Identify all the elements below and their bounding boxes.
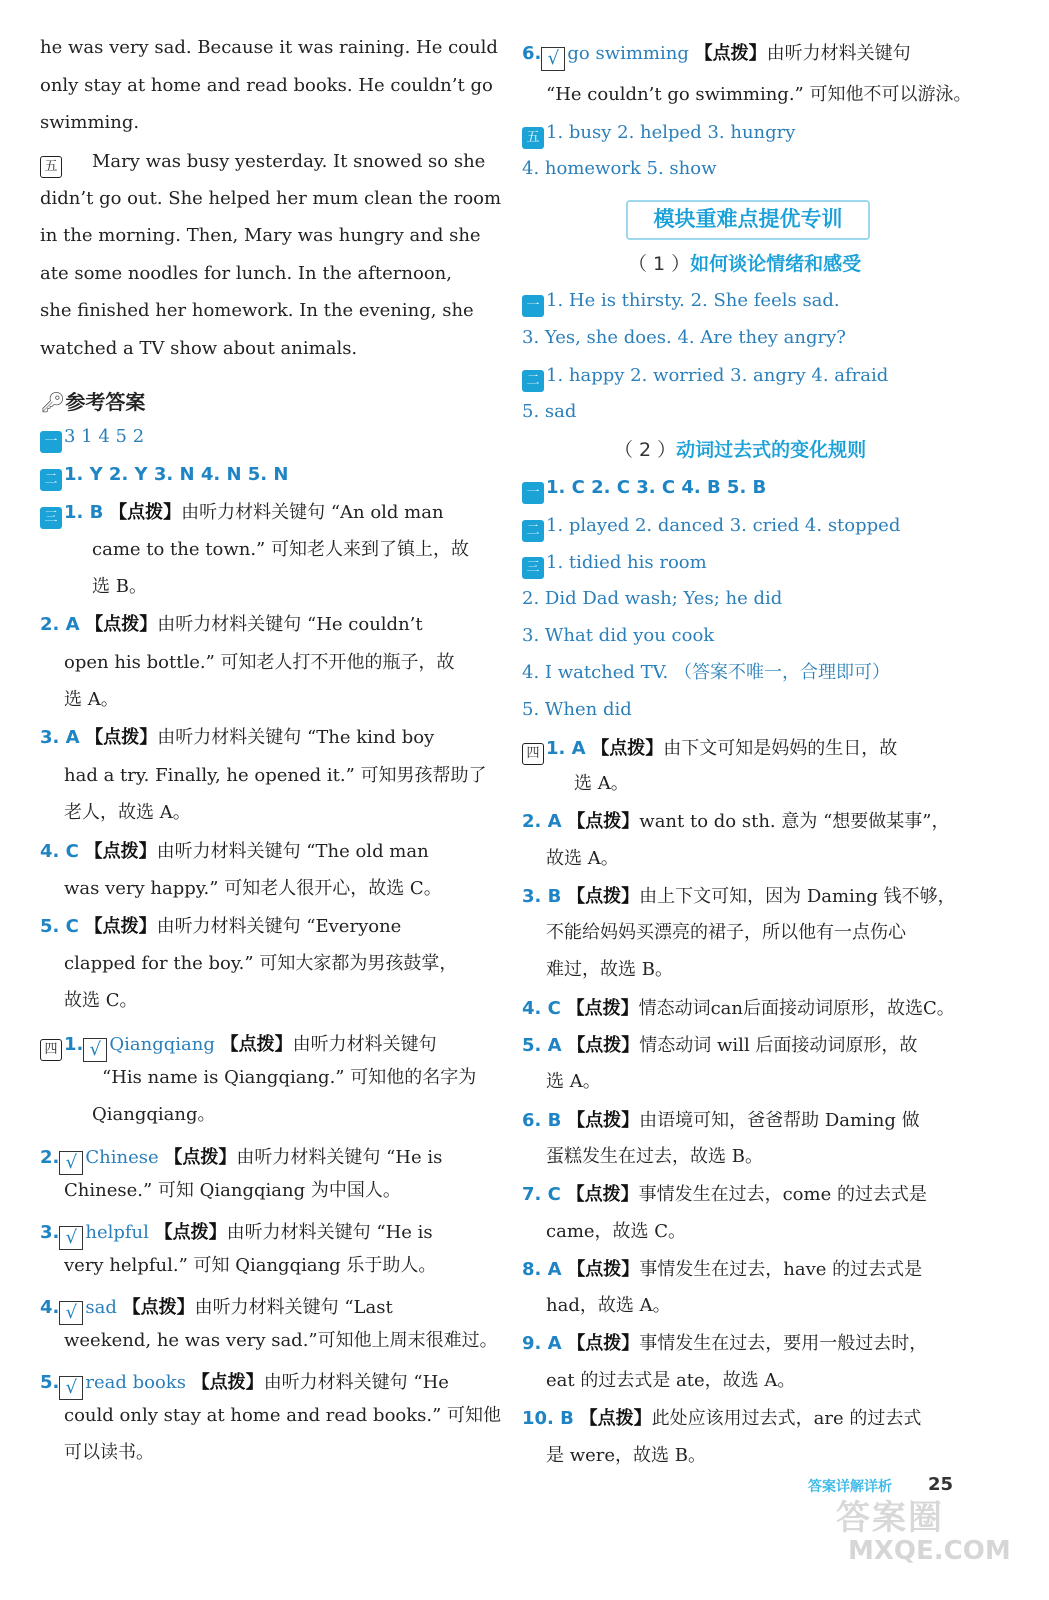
section5-line: 五 Mary was busy yesterday. It snowed so she — [40, 150, 485, 178]
passage-line: swimming. — [40, 112, 140, 133]
answer-item: 5. √ read books 【点拨】由听力材料关键句 “He — [40, 1372, 449, 1398]
answer-item: 四 1. √ Qiangqiang 【点拨】由听力材料关键句 — [40, 1033, 437, 1062]
section5-line: watched a TV show about animals. — [40, 338, 358, 359]
answer-item: 2. A 【点拨】want to do sth. 意为 “想要做某事”， — [522, 811, 950, 832]
answer-line: Chinese.” 可知 Qiangqiang 为中国人。 — [64, 1180, 401, 1201]
key-icon: 🔑︎ — [40, 390, 66, 414]
answer-part-5: 五 1. busy 2. helped 3. hungry — [522, 121, 795, 149]
answer-line: very helpful.” 可知 Qiangqiang 乐于助人。 — [64, 1255, 437, 1276]
check-box: √ — [59, 1376, 83, 1400]
answer-line: 5. sad — [522, 401, 577, 422]
check-box: √ — [541, 47, 565, 71]
check-box: √ — [59, 1226, 83, 1250]
answer-line: “He couldn’t go swimming.” 可知他不可以游泳。 — [546, 84, 972, 105]
answers-title: 🔑︎参考答案 — [40, 390, 146, 414]
subsection-title-1: （ 1 ）如何谈论情绪和感受 — [628, 253, 862, 275]
answer-line: Qiangqiang。 — [92, 1104, 216, 1125]
watermark-logo: 答案圈 — [836, 1498, 944, 1538]
answer-line: eat 的过去式是 ate，故选 A。 — [546, 1370, 796, 1391]
answer-part: 一 1. C 2. C 3. C 4. B 5. B — [522, 476, 766, 504]
check-box: √ — [59, 1301, 83, 1325]
answer-line: 难过，故选 B。 — [546, 959, 673, 980]
answer-item: 7. C 【点拨】事情发生在过去，come 的过去式是 — [522, 1184, 927, 1205]
answer-line: 选 A。 — [64, 689, 119, 710]
answer-line: had，故选 A。 — [546, 1295, 671, 1316]
answer-item: 三 1. B 【点拨】由听力材料关键句 “An old man — [40, 501, 444, 529]
answer-part-1: 一 3 1 4 5 2 — [40, 425, 144, 453]
answer-line: 选 B。 — [92, 576, 147, 597]
module-title-banner: 模块重难点提优专训 — [626, 200, 870, 240]
answer-item: 9. A 【点拨】事情发生在过去，要用一般过去时， — [522, 1333, 928, 1354]
answer-part-2: 二 1. Y 2. Y 3. N 4. N 5. N — [40, 463, 288, 491]
answer-part: 二 1. happy 2. worried 3. angry 4. afraid — [522, 364, 888, 392]
answer-item: 4. √ sad 【点拨】由听力材料关键句 “Last — [40, 1297, 393, 1323]
answer-item: 4. C 【点拨】情态动词can后面接动词原形，故选C。 — [522, 998, 955, 1019]
answer-item: 10. B 【点拨】此处应该用过去式，are 的过去式 — [522, 1408, 922, 1429]
answer-item: 3. A 【点拨】由听力材料关键句 “The kind boy — [40, 727, 435, 748]
passage-line: he was very sad. Because it was raining. He could — [40, 37, 498, 58]
answer-line: 老人，故选 A。 — [64, 802, 191, 823]
answer-line: 故选 A。 — [546, 848, 619, 869]
answer-line: 故选 C。 — [64, 990, 138, 1011]
answer-item: 3. √ helpful 【点拨】由听力材料关键句 “He is — [40, 1222, 433, 1248]
section5-line: ate some noodles for lunch. In the afternoon, — [40, 263, 452, 284]
answer-part: 三 1. tidied his room — [522, 551, 707, 579]
footer-label: 答案详解详析 — [808, 1479, 892, 1495]
section5-line: in the morning. Then, Mary was hungry and she — [40, 225, 481, 246]
section5-line: didn’t go out. She helped her mum clean the room — [40, 188, 502, 209]
answer-line: had a try. Finally, he opened it.” 可知男孩帮助了 — [64, 765, 487, 786]
answer-line: 5. When did — [522, 699, 632, 720]
answer-line: 是 were，故选 B。 — [546, 1445, 706, 1466]
answer-line: 2. Did Dad wash; Yes; he did — [522, 588, 783, 609]
answer-line: “His name is Qiangqiang.” 可知他的名字为 — [102, 1067, 477, 1088]
answer-line: 可以读书。 — [64, 1442, 154, 1463]
answer-line: 3. Yes, she does. 4. Are they angry? — [522, 327, 846, 348]
passage-line: only stay at home and read books. He couldn’t go — [40, 75, 493, 96]
check-box: √ — [83, 1038, 107, 1062]
answer-line: weekend, he was very sad.”可知他上周末很难过。 — [64, 1330, 498, 1351]
answer-item: 四 1. A 【点拨】由下文可知是妈妈的生日，故 — [522, 737, 897, 765]
answer-line: could only stay at home and read books.” 可知他 — [64, 1405, 502, 1426]
answer-line: came to the town.” 可知老人来到了镇上，故 — [92, 539, 469, 560]
answer-line: open his bottle.” 可知老人打不开他的瓶子，故 — [64, 652, 455, 673]
watermark-url: MXQE.COM — [848, 1536, 1011, 1566]
answer-line: 蛋糕发生在过去，故选 B。 — [546, 1146, 763, 1167]
answer-item: 8. A 【点拨】事情发生在过去，have 的过去式是 — [522, 1259, 923, 1280]
check-box: √ — [59, 1151, 83, 1175]
answer-line: clapped for the boy.” 可知大家都为男孩鼓掌， — [64, 953, 458, 974]
answer-line: 不能给妈妈买漂亮的裙子，所以他有一点伤心 — [546, 922, 906, 943]
answer-line: 选 A。 — [546, 1071, 601, 1092]
answer-part: 二 1. played 2. danced 3. cried 4. stopped — [522, 514, 900, 542]
answer-item: 5. A 【点拨】情态动词 will 后面接动词原形，故 — [522, 1035, 918, 1056]
section5-line: she finished her homework. In the evening, she — [40, 300, 474, 321]
page-number: 25 — [928, 1474, 954, 1495]
answer-item: 2. √ Chinese 【点拨】由听力材料关键句 “He is — [40, 1147, 443, 1173]
section-marker-5: 五 — [40, 156, 62, 178]
answer-line: 4. homework 5. show — [522, 158, 717, 179]
answer-line: 3. What did you cook — [522, 625, 715, 646]
answer-item: 5. C 【点拨】由听力材料关键句 “Everyone — [40, 916, 402, 937]
answer-line: 选 A。 — [574, 773, 629, 794]
answer-part: 一 1. He is thirsty. 2. She feels sad. — [522, 289, 840, 317]
answer-line: 4. I watched TV. （答案不唯一，合理即可） — [522, 662, 890, 683]
subsection-title-2: （ 2 ）动词过去式的变化规则 — [614, 439, 867, 461]
answer-item: 3. B 【点拨】由上下文可知，因为 Daming 钱不够， — [522, 886, 956, 907]
answer-item: 6. √ go swimming 【点拨】由听力材料关键句 — [522, 43, 911, 69]
answer-line: was very happy.” 可知老人很开心，故选 C。 — [64, 878, 442, 899]
answer-item: 2. A 【点拨】由听力材料关键句 “He couldn’t — [40, 614, 423, 635]
answer-item: 6. B 【点拨】由语境可知，爸爸帮助 Daming 做 — [522, 1110, 920, 1131]
answer-item: 4. C 【点拨】由听力材料关键句 “The old man — [40, 841, 429, 862]
answer-line: came，故选 C。 — [546, 1221, 687, 1242]
